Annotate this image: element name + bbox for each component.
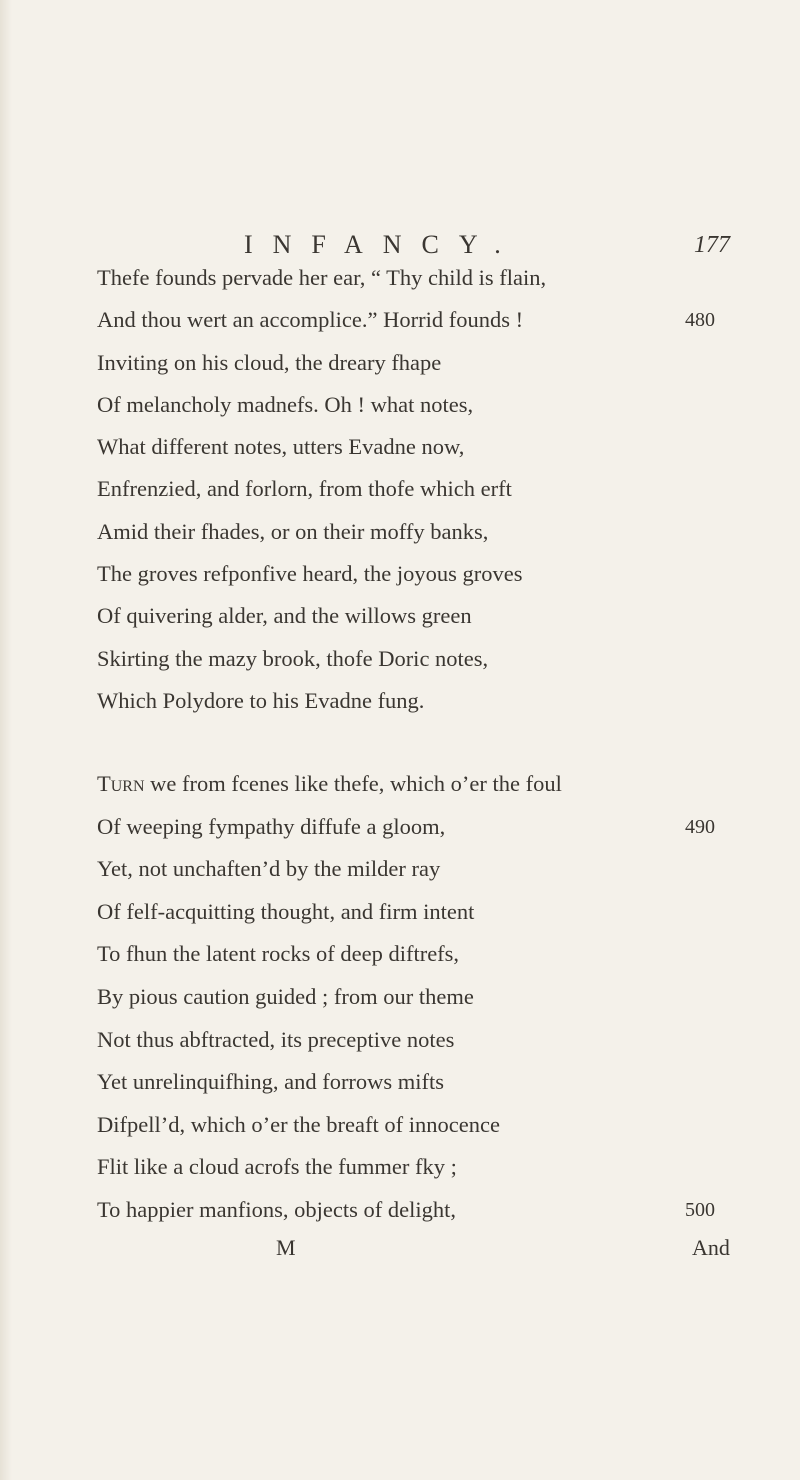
- poem-line-text: Of melancholy madnefs. Oh ! what notes,: [97, 391, 474, 417]
- running-head: INFANCY.: [244, 230, 521, 259]
- poem-line: [0, 933, 800, 976]
- poem-line: [0, 976, 800, 1019]
- poem-line-text: Skirting the mazy brook, thofe Doric notes,: [97, 645, 489, 671]
- page-footer: [0, 1227, 800, 1267]
- stanza-2: [0, 763, 800, 1232]
- poem-line: [0, 763, 800, 806]
- poem-line-text: To fhun the latent rocks of deep diftrefs,: [97, 941, 460, 967]
- poem-line-text: Yet, not unchaften’d by the milder ray: [97, 856, 441, 882]
- poem-line: [0, 680, 800, 722]
- poem-line-text: Flit like a cloud acrofs the fummer fky ;: [97, 1154, 457, 1180]
- poem-line: [0, 384, 800, 426]
- line-number: 500: [685, 1198, 715, 1221]
- poem-line-text: Of quivering alder, and the willows green: [97, 603, 472, 629]
- poem-line: [0, 1146, 800, 1189]
- stanza-opening-word: Turn: [97, 771, 145, 796]
- poem-line-text: Amid their fhades, or on their moffy banks,: [97, 518, 489, 544]
- poem-line: [0, 638, 800, 680]
- poem-line-text: Thefe founds pervade her ear, “ Thy child is flain,: [97, 265, 547, 290]
- poem-line: [0, 595, 800, 637]
- poem-line: [0, 1189, 800, 1232]
- signature-mark: M: [276, 1235, 296, 1260]
- poem-line: [0, 342, 800, 384]
- poem-line-text: And thou wert an accomplice.” Horrid founds !: [97, 307, 524, 333]
- line-number: 480: [685, 309, 715, 332]
- poem-line: [0, 426, 800, 468]
- poem-line-text: Which Polydore to his Evadne fung.: [97, 687, 425, 713]
- poem-line: [0, 1019, 800, 1062]
- poem-line: [0, 511, 800, 553]
- poem-line: [0, 299, 800, 341]
- poem-line-text: To happier manfions, objects of delight,: [97, 1196, 456, 1222]
- poem-line-text: Of felf-acquitting thought, and firm intent: [97, 898, 475, 924]
- poem-line: [0, 806, 800, 849]
- poem-line: [0, 1061, 800, 1104]
- stanza-1: [0, 257, 800, 722]
- poem-line-text: The groves refponfive heard, the joyous groves: [97, 561, 523, 587]
- poem-line-text: Inviting on his cloud, the dreary fhape: [97, 349, 442, 375]
- poem-line-text: Difpell’d, which o’er the breaft of innocence: [97, 1111, 500, 1137]
- poem-line-text: Of weeping fympathy diffufe a gloom,: [97, 813, 446, 839]
- poem-line: [0, 553, 800, 595]
- poem-line: [0, 891, 800, 934]
- poem-line: [0, 1104, 800, 1147]
- poem-line-text: What different notes, utters Evadne now,: [97, 434, 465, 460]
- poem-line-text: Enfrenzied, and forlorn, from thofe which erft: [97, 476, 512, 502]
- poem-line: [0, 848, 800, 891]
- poem-line-text: [97, 763, 562, 805]
- poem-line: [0, 468, 800, 510]
- line-number: 490: [685, 815, 715, 838]
- poem-line: [0, 257, 800, 299]
- catchword: And: [692, 1235, 730, 1260]
- poem-line-text: Not thus abftracted, its preceptive notes: [97, 1026, 455, 1052]
- stanza-opening-rest: we from fcenes like thefe, which o’er the foul: [144, 771, 562, 796]
- page-number: 177: [694, 232, 730, 258]
- poem-line-text: By pious caution guided ; from our theme: [97, 983, 474, 1009]
- poem-line-text: Yet unrelinquifhing, and forrows mifts: [97, 1069, 445, 1095]
